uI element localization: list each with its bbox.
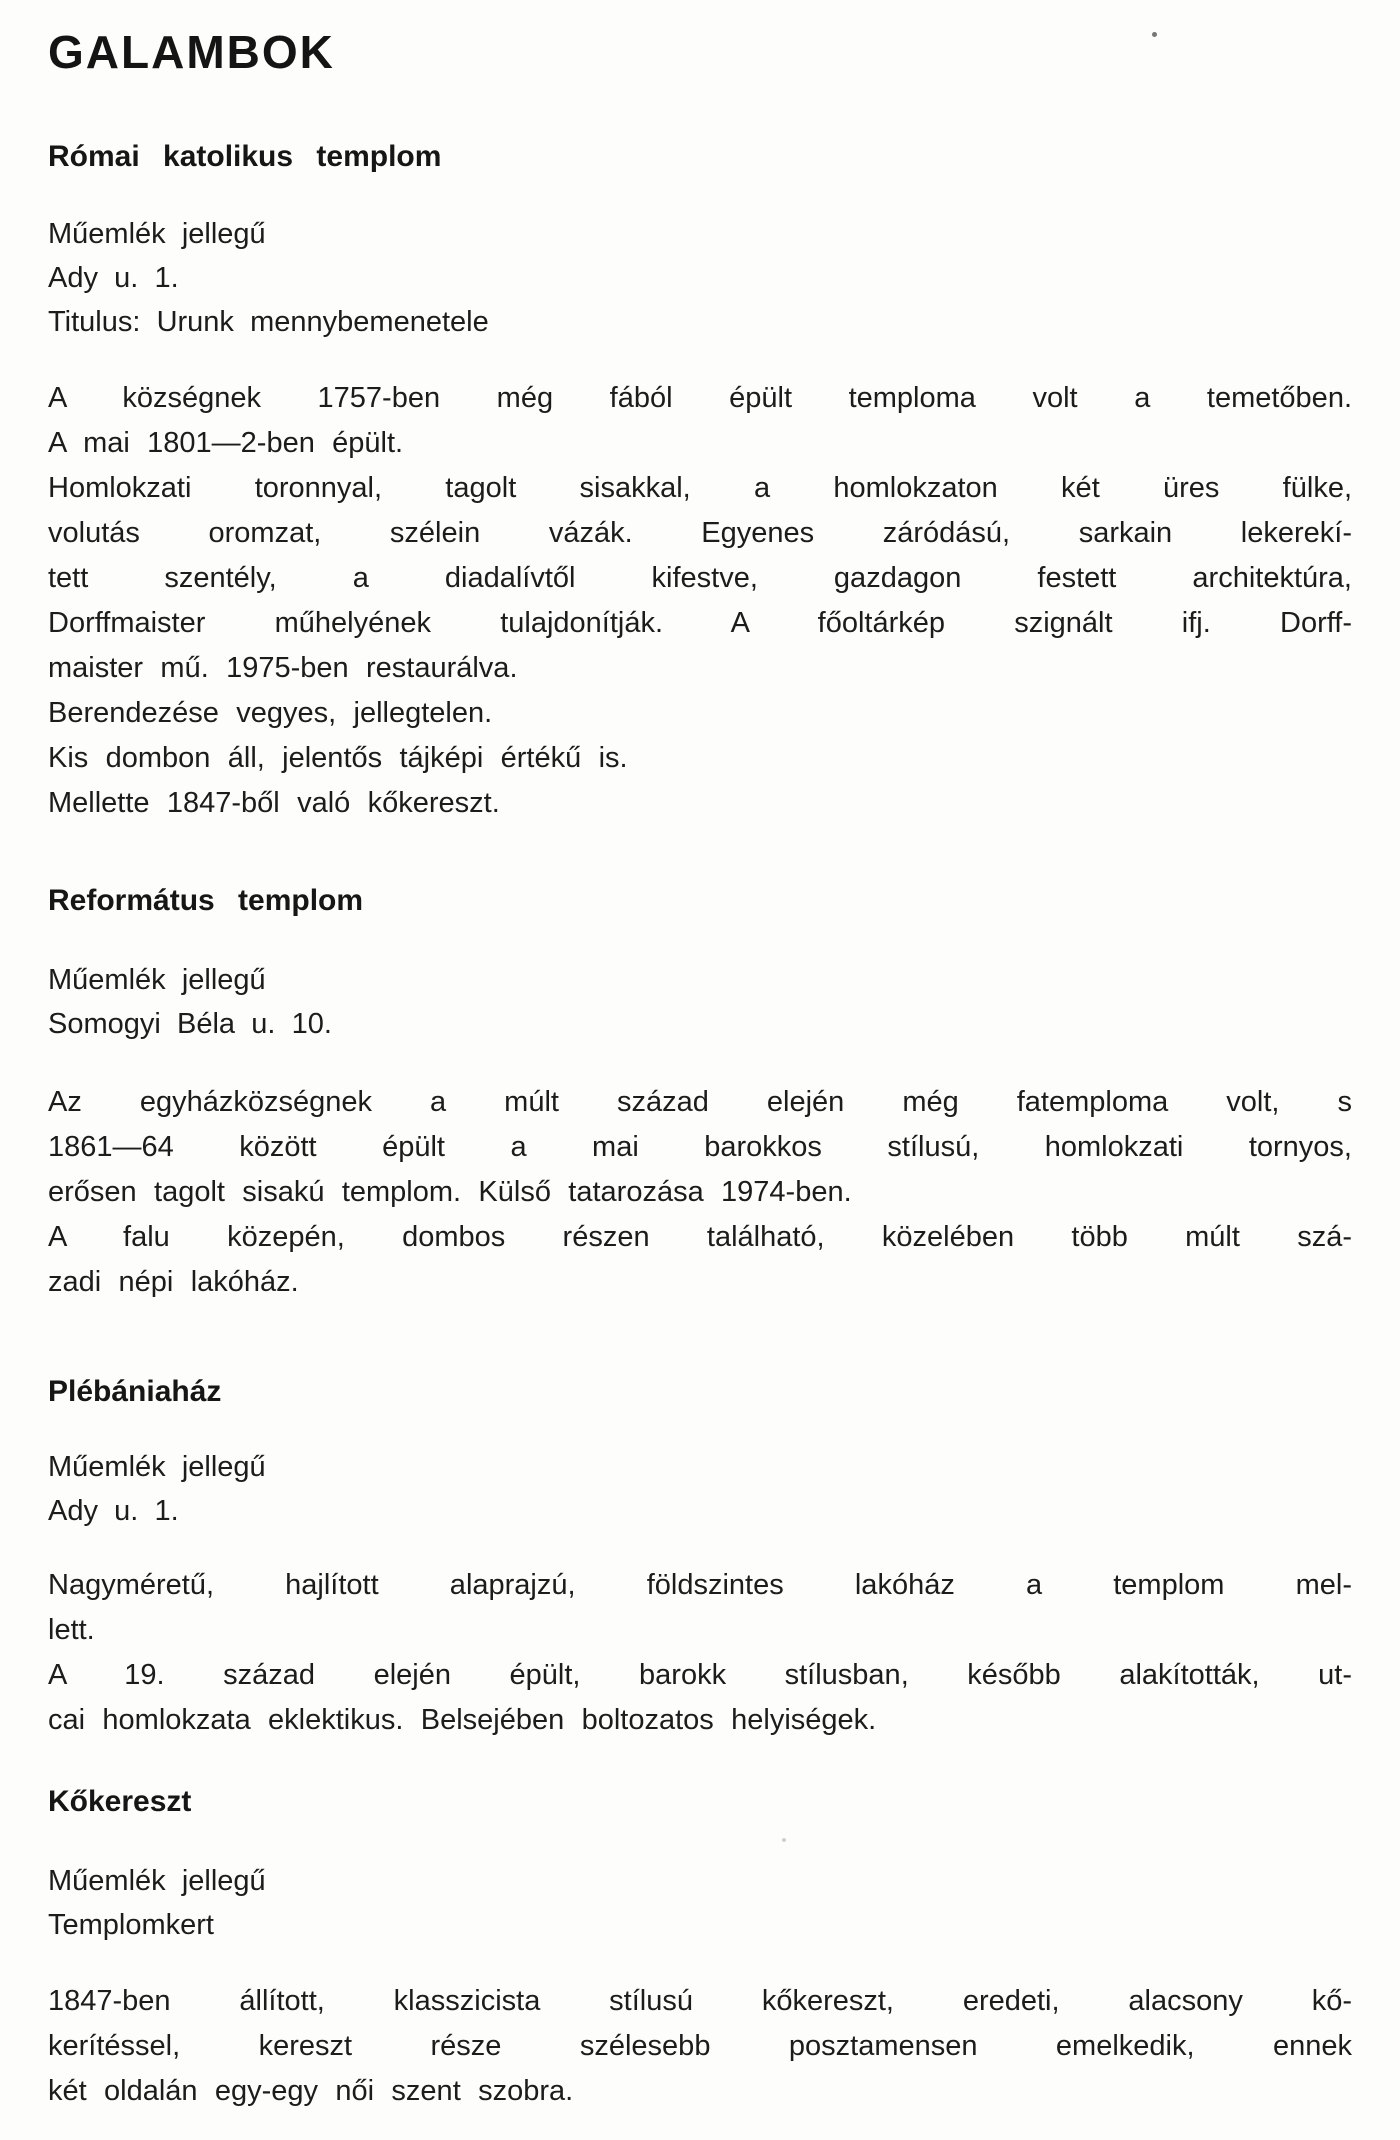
monument-meta — [48, 212, 1352, 344]
meta-designation: Műemlék jellegű — [48, 964, 266, 996]
body-line: A községnek 1757-ben még fából épült temploma volt a temetőben. — [48, 382, 1352, 414]
monument-meta — [48, 958, 1352, 1046]
description-paragraph — [48, 1979, 1352, 2114]
meta-titulus: Titulus: Urunk mennybemenetele — [48, 306, 489, 338]
body-line: 1861—64 között épült a mai barokkos stílusú, homlokzati tornyos, — [48, 1131, 1352, 1163]
meta-designation: Műemlék jellegű — [48, 218, 266, 250]
description-paragraph — [48, 1563, 1352, 1743]
body-line: 1847-ben állított, klasszicista stílusú kőkereszt, eredeti, alacsony kő- — [48, 1985, 1352, 2017]
body-line: kerítéssel, kereszt része szélesebb posztamensen emelkedik, ennek — [48, 2030, 1352, 2062]
body-line: Kis dombon áll, jelentős tájképi értékű is. — [48, 742, 628, 774]
body-line: Nagyméretű, hajlított alaprajzú, földszintes lakóház a templom mel- — [48, 1569, 1352, 1601]
scan-speck — [1152, 32, 1157, 37]
meta-designation: Műemlék jellegű — [48, 1865, 266, 1897]
meta-address: Ady u. 1. — [48, 1495, 179, 1527]
body-line: erősen tagolt sisakú templom. Külső tatarozása 1974-ben. — [48, 1176, 852, 1208]
description-paragraph — [48, 376, 1352, 826]
body-line: Mellette 1847-ből való kőkereszt. — [48, 787, 500, 819]
section-heading: Római katolikus templom — [48, 140, 442, 173]
scan-speck — [782, 1838, 786, 1842]
body-line: Homlokzati toronnyal, tagolt sisakkal, a homlokzaton két üres fülke, — [48, 472, 1352, 504]
body-line: tett szentély, a diadalívtől kifestve, gazdagon festett architektúra, — [48, 562, 1352, 594]
body-line: Dorffmaister műhelyének tulajdonítják. A főoltárkép szignált ifj. Dorff- — [48, 607, 1352, 639]
meta-location: Templomkert — [48, 1909, 214, 1941]
body-line: Az egyházközségnek a múlt század elején még fatemploma volt, s — [48, 1086, 1352, 1118]
section-reformatus-templom — [48, 884, 1352, 1305]
meta-address: Ady u. 1. — [48, 262, 179, 294]
body-line: zadi népi lakóház. — [48, 1266, 299, 1298]
monument-meta — [48, 1445, 1352, 1533]
body-line: Berendezése vegyes, jellegtelen. — [48, 697, 493, 729]
body-line: cai homlokzata eklektikus. Belsejében boltozatos helyiségek. — [48, 1704, 877, 1736]
description-paragraph — [48, 1080, 1352, 1305]
monument-meta — [48, 1859, 1352, 1947]
section-kokereszt — [48, 1785, 1352, 2114]
section-plebaniahaz — [48, 1375, 1352, 1743]
meta-designation: Műemlék jellegű — [48, 1451, 266, 1483]
body-line: lett. — [48, 1614, 95, 1646]
body-line: maister mű. 1975-ben restaurálva. — [48, 652, 518, 684]
body-line: A falu közepén, dombos részen található, közelében több múlt szá- — [48, 1221, 1352, 1253]
body-line: volutás oromzat, szélein vázák. Egyenes záródású, sarkain lekerekí- — [48, 517, 1352, 549]
page-title: GALAMBOK — [48, 26, 335, 78]
body-line: A mai 1801—2-ben épült. — [48, 427, 404, 459]
body-line: két oldalán egy-egy női szent szobra. — [48, 2075, 574, 2107]
meta-address: Somogyi Béla u. 10. — [48, 1008, 332, 1040]
section-romai-katolikus-templom — [48, 140, 1352, 826]
body-line: A 19. század elején épült, barokk stílusban, később alakították, ut- — [48, 1659, 1352, 1691]
section-heading: Református templom — [48, 884, 364, 917]
section-heading: Plébániaház — [48, 1375, 222, 1408]
section-heading: Kőkereszt — [48, 1785, 192, 1818]
